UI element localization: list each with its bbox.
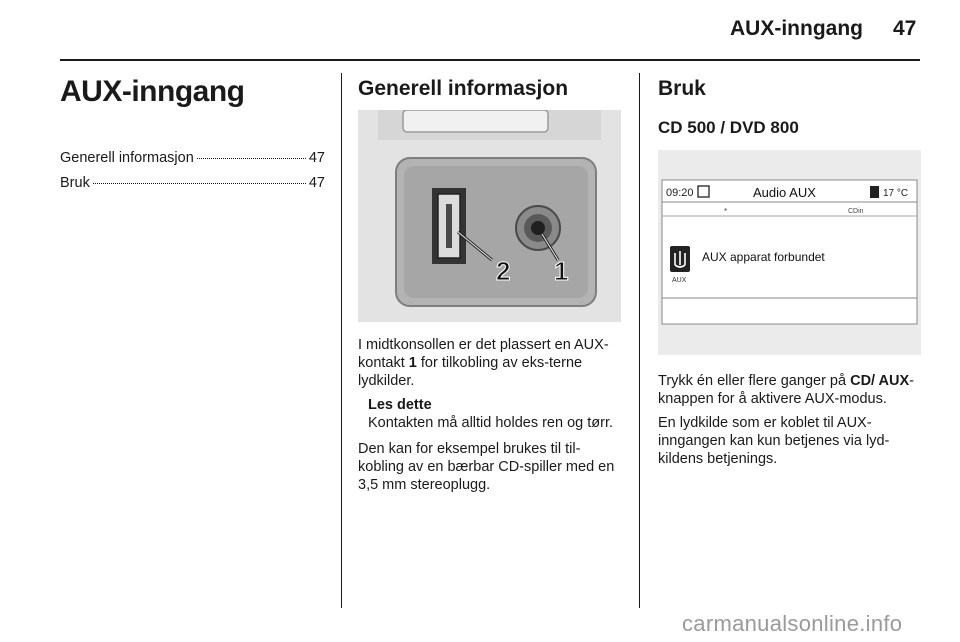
aux-icon-label: AUX [672, 277, 687, 284]
paragraph [658, 372, 923, 408]
toc-leader-dots [93, 183, 306, 184]
display-message: AUX apparat forbundet [702, 250, 825, 264]
toc-entry[interactable] [60, 175, 325, 200]
paragraph: Den kan for eksempel brukes til til-kobling av en bærbar CD-spiller med en 3,5 mm stereoplugg. [358, 441, 615, 493]
text-run: -knappen for å aktivere AUX-modus. [658, 373, 915, 407]
page-number: 47 [893, 17, 917, 40]
column-divider-1 [341, 73, 342, 608]
toc-entry-label: Generell informasjon [60, 150, 194, 166]
running-header-title: AUX-inngang [730, 17, 863, 40]
section-heading-general-info: Generell informasjon [358, 77, 569, 100]
note-text: Kontakten må alltid holdes ren og tørr. [368, 415, 614, 431]
subheading-model: CD 500 / DVD 800 [658, 118, 799, 137]
display-title: Audio AUX [753, 185, 816, 200]
infotainment-display-screenshot [658, 150, 921, 355]
paragraph [358, 336, 626, 390]
aux-socket-illustration [358, 110, 621, 322]
column-divider-2 [639, 73, 640, 608]
phone-icon [870, 186, 879, 198]
toc-entry-page: 47 [308, 175, 325, 191]
text-run: I midtkonsollen er det plassert en AUX-kontakt [358, 337, 609, 371]
callout-1: 1 [554, 256, 569, 286]
bluetooth-icon: * [724, 207, 728, 216]
toc-entry[interactable] [60, 150, 325, 175]
table-of-contents [60, 150, 325, 200]
header-rule [60, 59, 920, 61]
note-title: Les dette [368, 397, 432, 413]
display-illustration [658, 150, 921, 355]
text-run: Trykk én eller flere ganger på [658, 373, 851, 389]
toc-entry-page: 47 [308, 150, 325, 166]
chapter-title: AUX-inngang [60, 75, 245, 108]
watermark: carmanualsonline.info [682, 611, 903, 636]
display-time: 09:20 [666, 187, 694, 199]
display-cdin: CDin [848, 208, 864, 215]
note-box [368, 396, 626, 432]
toc-leader-dots [197, 158, 306, 159]
button-name: CD/ AUX [850, 373, 910, 389]
general-info-body [358, 336, 626, 500]
callout-2: 2 [496, 256, 511, 286]
toc-entry-label: Bruk [60, 175, 90, 191]
section-heading-usage: Bruk [658, 77, 706, 100]
aux-socket-photo [358, 110, 621, 322]
paragraph: En lydkilde som er koblet til AUX-inngangen kan kun betjenes via lyd-kildens betjenings. [658, 415, 890, 467]
display-temperature: 17 °C [883, 188, 909, 199]
usage-body [658, 372, 923, 474]
text-run: for tilkobling av eks-terne lydkilder. [358, 355, 583, 389]
bold-reference: 1 [408, 355, 417, 371]
